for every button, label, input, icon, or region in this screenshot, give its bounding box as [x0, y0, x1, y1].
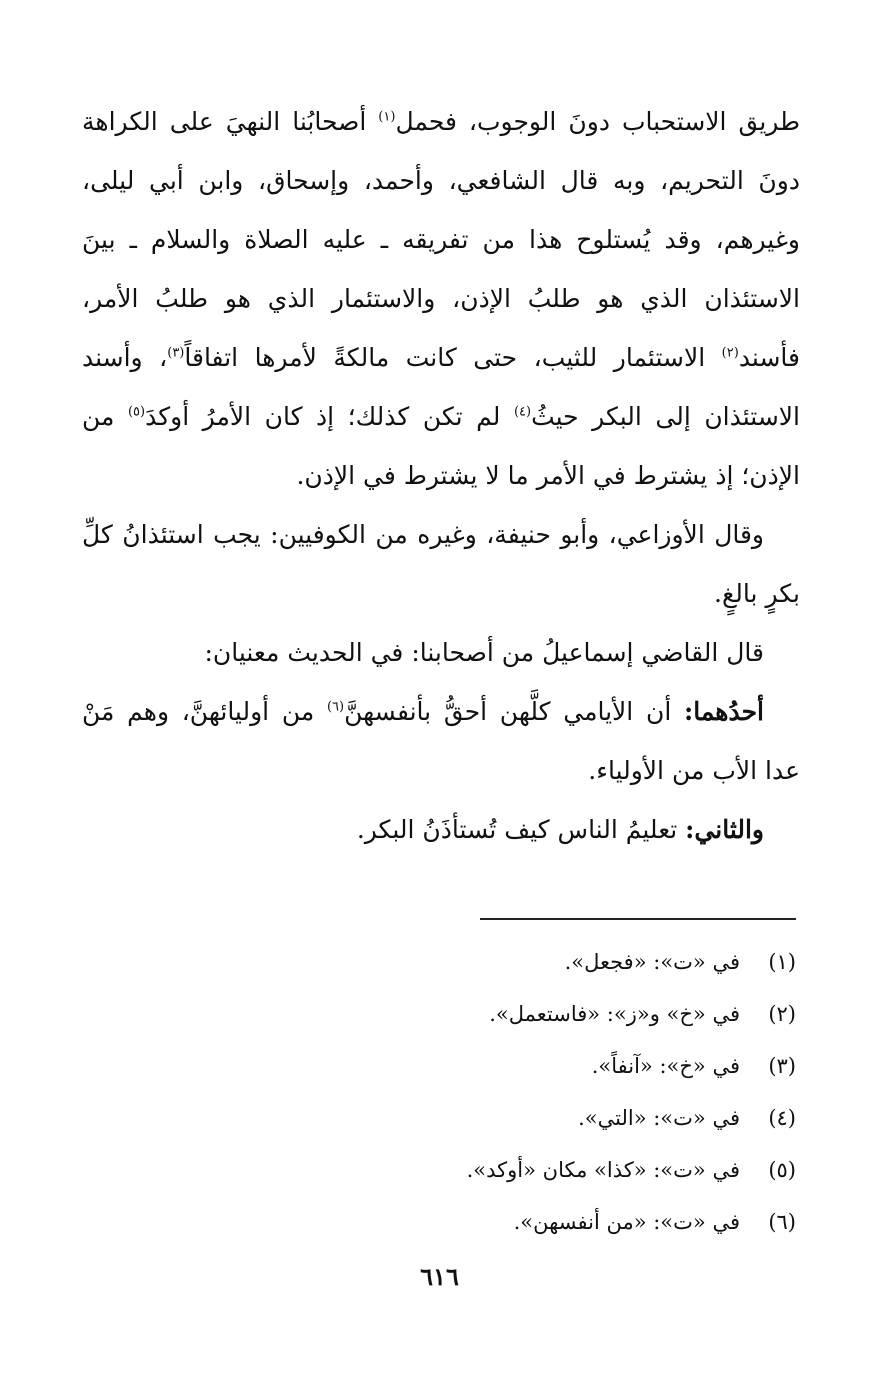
footnote-item [360, 1092, 796, 1144]
footnote-item [360, 1196, 796, 1248]
text-span: لم تكن كذلك؛ إذ كان الأمرُ أوكدَ [145, 402, 514, 431]
footnote-marker-3: (٣) [167, 345, 185, 361]
footnote-item [360, 936, 796, 988]
footnote-text: في «ت»: «كذا» مكان «أوكد». [466, 1158, 740, 1182]
footnote-item [360, 988, 796, 1040]
footnote-text: في «ت»: «من أنفسهن». [513, 1210, 740, 1234]
footnote-marker-6: (٦) [326, 699, 345, 715]
footnote-number: (٦) [768, 1210, 796, 1234]
section-lead: أحدُهما: [683, 697, 764, 726]
text-span: من أوليائهنَّ، وهم مَنْ عدا الأب من الأولياء. [82, 697, 800, 785]
footnote-divider [480, 918, 796, 920]
footnote-item [360, 1144, 796, 1196]
page-number: ٦١٦ [420, 1262, 459, 1291]
footnote-marker-5: (٥) [127, 404, 146, 420]
text-span: أن الأيامي كلَّهن أحقُّ بأنفسهنَّ [344, 697, 684, 726]
footnote-text: في «خ» و«ز»: «فاستعمل». [489, 1002, 740, 1026]
text-span: الاستئمار للثيب، حتى كانت مالكةً لأمرها اتفاقاً [184, 343, 722, 372]
footnote-number: (٣) [768, 1054, 796, 1078]
paragraph-5 [82, 800, 800, 859]
footnote-number: (١) [768, 950, 796, 974]
footnotes [360, 936, 796, 1248]
footnote-marker-4: (٤) [513, 404, 532, 420]
text-span: أصحابُنا النهيَ على الكراهة دونَ التحريم، وبه قال الشافعي، وأحمد، وإسحاق، وابن أبي ليلى، وغيرهم، وقد يُستلوح هذا من تفريقه ـ عليه الصلاة والسلام ـ بينَ الاستئذان الذي هو طلبُ الإذن، والاستئمار الذي هو طلبُ الأمر، فأسند [82, 107, 800, 372]
footnote-text: في «ت»: «التي». [578, 1106, 740, 1130]
footnote-marker-1: (١) [378, 109, 396, 125]
section-lead: والثاني: [685, 815, 764, 844]
footnote-number: (٥) [768, 1158, 796, 1182]
text-span: ، وأسند الاستئذان إلى البكر حيثُ [82, 343, 800, 431]
text-span: تعليمُ الناس كيف تُستأذَنُ البكر. [356, 815, 686, 844]
main-text [82, 92, 800, 859]
text-span: طريق الاستحباب دونَ الوجوب، فحمل [395, 107, 801, 136]
paragraph-3: قال القاضي إسماعيلُ من أصحابنا: في الحديث معنيان: [204, 638, 764, 667]
footnote-number: (٤) [768, 1106, 796, 1130]
paragraph-1 [82, 92, 800, 505]
paragraph-4 [82, 682, 800, 800]
paragraph-2: وقال الأوزاعي، وأبو حنيفة، وغيره من الكوفيين: يجب استئذانُ كلِّ بكرٍ بالغٍ. [82, 520, 800, 608]
footnote-marker-2: (٢) [721, 345, 739, 361]
footnote-text: في «ت»: «فجعل». [564, 950, 740, 974]
text-span: من الإذن؛ إذ يشترط في الأمر ما لا يشترط في الإذن. [82, 402, 800, 490]
footnote-number: (٢) [768, 1002, 796, 1026]
footnote-text: في «خ»: «آنفاً». [591, 1054, 740, 1078]
footnote-item [360, 1040, 796, 1092]
